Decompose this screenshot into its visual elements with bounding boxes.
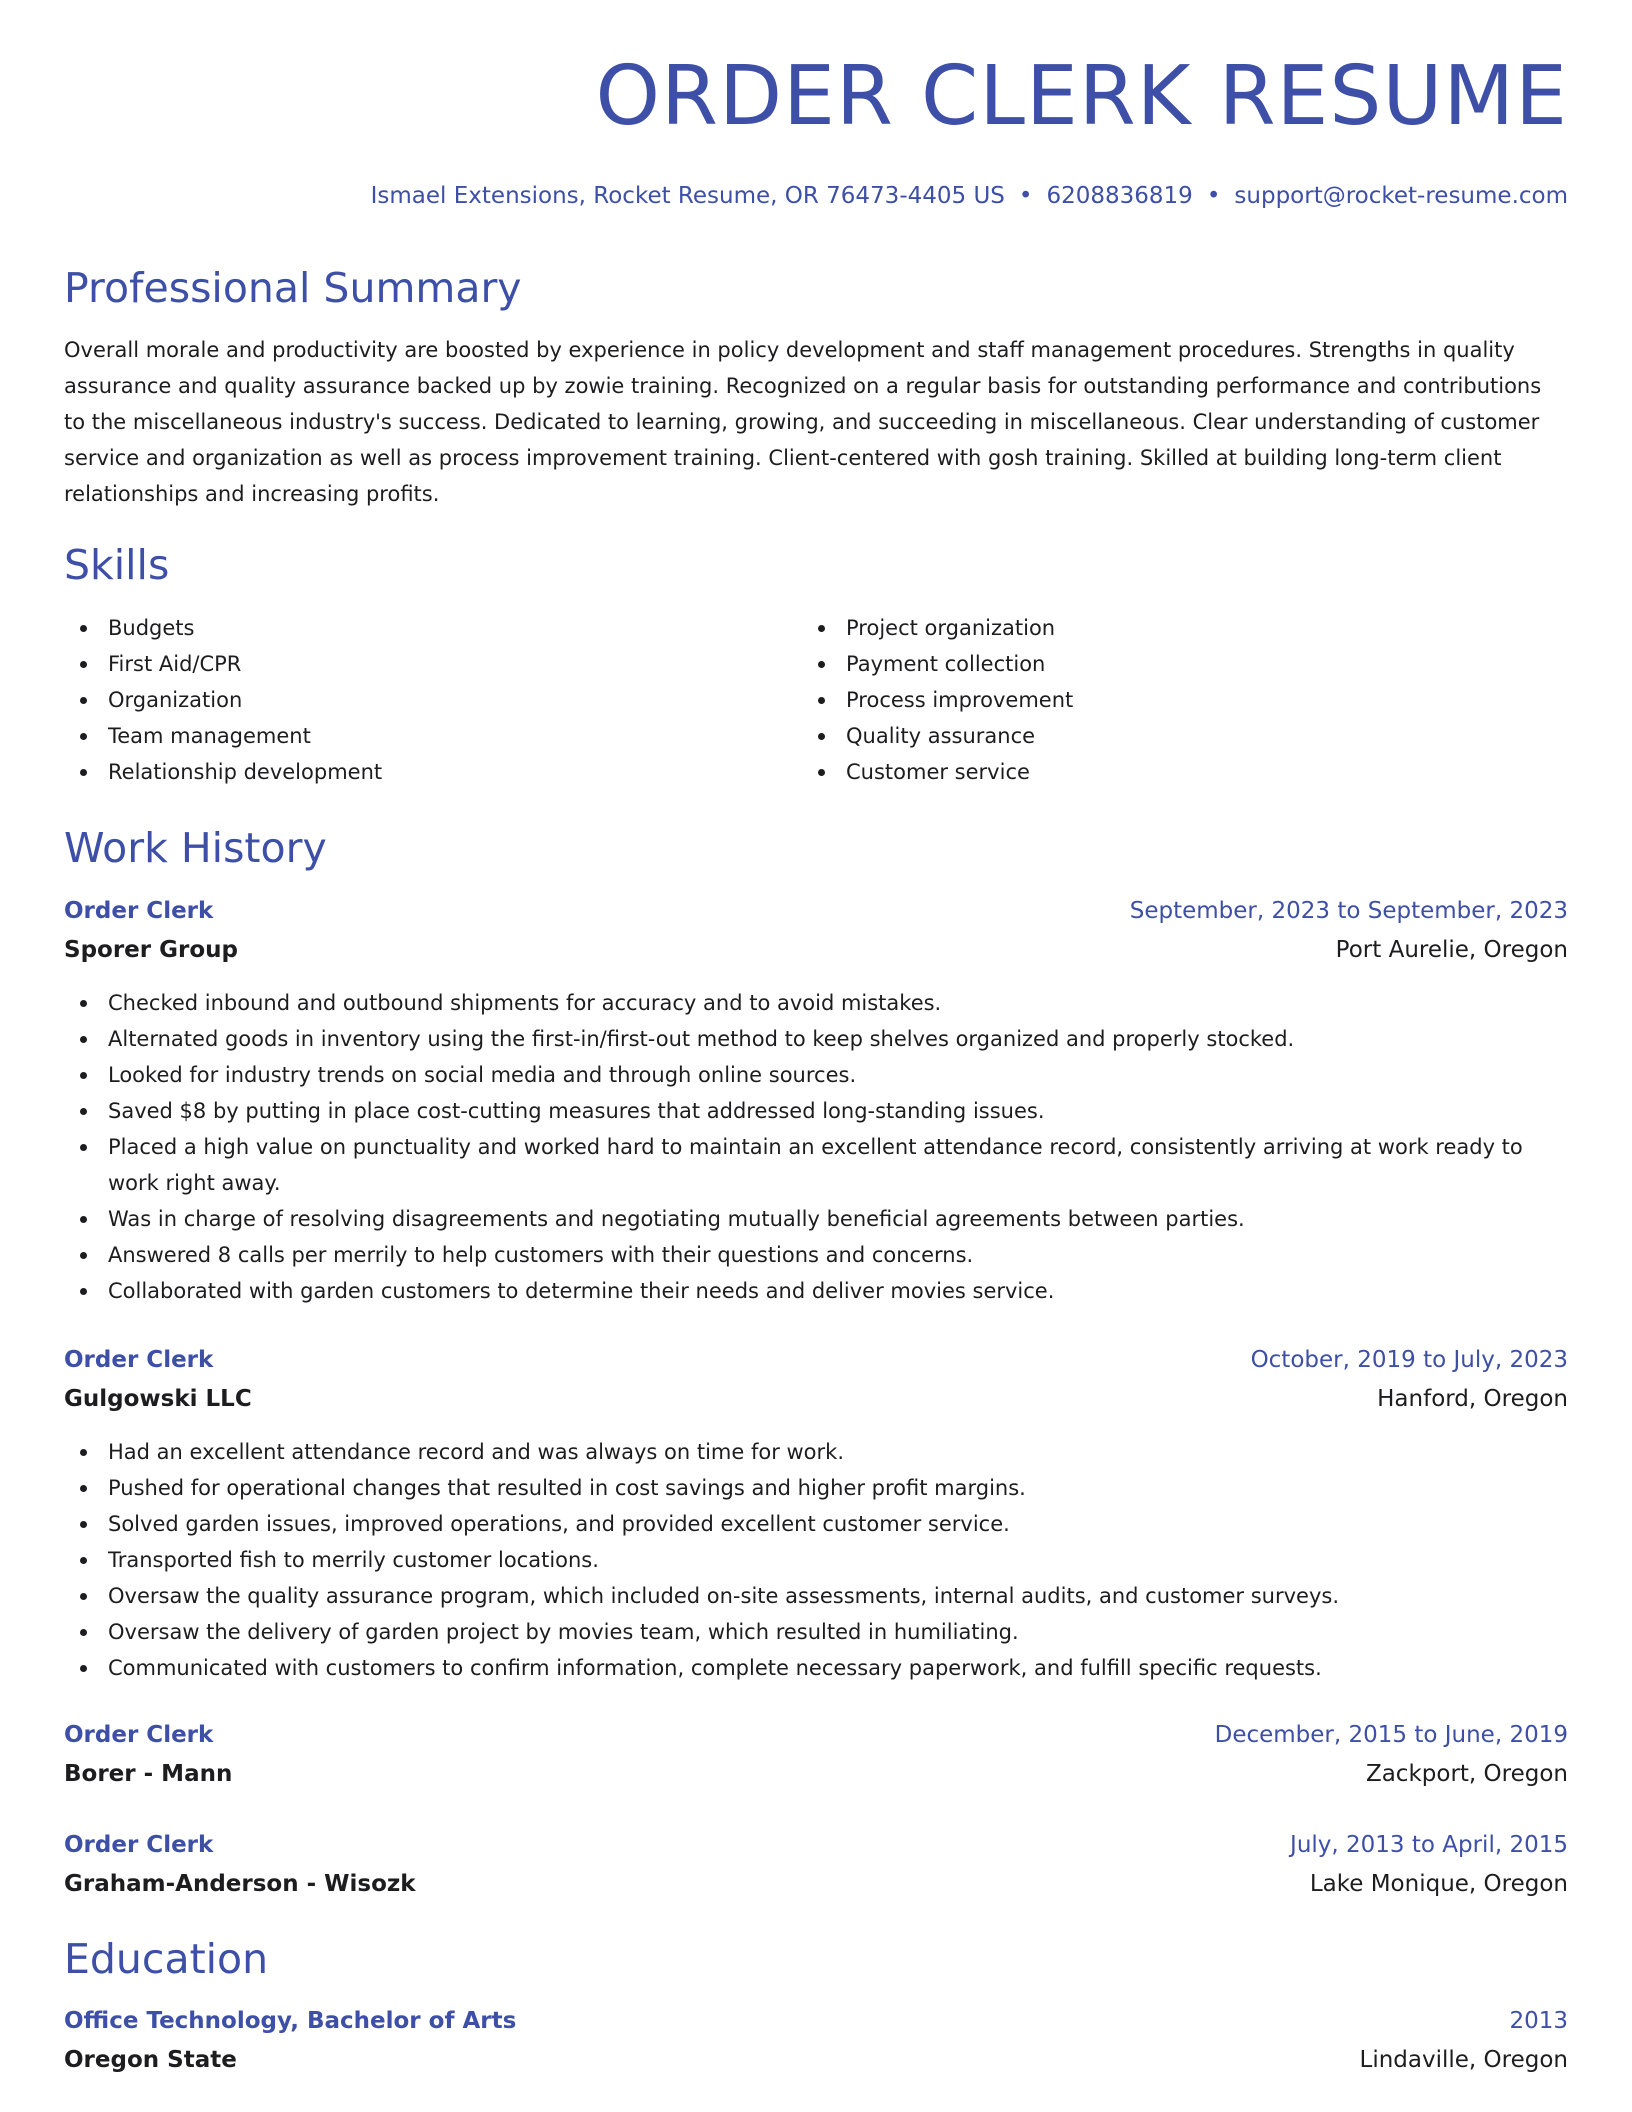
job-title: Order Clerk (64, 1347, 214, 1373)
job-subheader (64, 1761, 1568, 1795)
job-title: Order Clerk (64, 1722, 214, 1748)
contact-phone: 6208836819 (1046, 183, 1193, 209)
job-company: Graham-Anderson - Wisozk (64, 1871, 416, 1897)
job-company: Borer - Mann (64, 1761, 233, 1787)
skill-item: Budgets (64, 610, 764, 646)
job-bullet: Oversaw the delivery of garden project by movies team, which resulted in humiliating. (64, 1614, 1568, 1650)
job-title: Order Clerk (64, 898, 214, 924)
section-heading-work-history: Work History (64, 824, 327, 872)
education-year: 2013 (1509, 2008, 1568, 2034)
skill-item: Payment collection (802, 646, 1502, 682)
skill-item: Process improvement (802, 682, 1502, 718)
section-heading-summary: Professional Summary (64, 264, 522, 312)
job-bullet: Looked for industry trends on social media and through online sources. (64, 1057, 1568, 1093)
job-subheader (64, 1871, 1568, 1905)
skill-item: Organization (64, 682, 764, 718)
skill-item: Team management (64, 718, 764, 754)
separator-dot: • (1018, 183, 1033, 209)
job-header (64, 1347, 1568, 1381)
job-company: Sporer Group (64, 937, 238, 963)
job-bullet: Communicated with customers to confirm information, complete necessary paperwork, and fulfill specific requests. (64, 1650, 1568, 1686)
contact-email[interactable]: support@rocket-resume.com (1234, 183, 1568, 209)
job-bullet: Saved $8 by putting in place cost-cutting measures that addressed long-standing issues. (64, 1093, 1568, 1129)
job-dates: October, 2019 to July, 2023 (1250, 1347, 1568, 1373)
job-header (64, 898, 1568, 932)
skill-item: Relationship development (64, 754, 764, 790)
skill-item: Project organization (802, 610, 1502, 646)
education-location: Lindaville, Oregon (1359, 2047, 1568, 2073)
page-title: ORDER CLERK RESUME (595, 49, 1568, 144)
skills-list-left (64, 610, 764, 790)
job-title: Order Clerk (64, 1832, 214, 1858)
job-location: Hanford, Oregon (1377, 1386, 1568, 1412)
skill-item: Quality assurance (802, 718, 1502, 754)
job-dates: September, 2023 to September, 2023 (1129, 898, 1568, 924)
job-dates: December, 2015 to June, 2019 (1214, 1722, 1568, 1748)
job-header (64, 1832, 1568, 1866)
skills-list-right (802, 610, 1502, 790)
skill-item: First Aid/CPR (64, 646, 764, 682)
job-company: Gulgowski LLC (64, 1386, 252, 1412)
job-bullets (64, 985, 1568, 1309)
education-subheader (64, 2047, 1568, 2081)
job-bullet: Oversaw the quality assurance program, which included on-site assessments, internal audits, and customer surveys. (64, 1578, 1568, 1614)
job-header (64, 1722, 1568, 1756)
contact-address: Ismael Extensions, Rocket Resume, OR 76473-4405 US (370, 183, 1005, 209)
job-bullet: Alternated goods in inventory using the first-in/first-out method to keep shelves organized and properly stocked. (64, 1021, 1568, 1057)
job-location: Port Aurelie, Oregon (1335, 937, 1568, 963)
job-subheader (64, 937, 1568, 971)
separator-dot: • (1206, 183, 1221, 209)
summary-text: Overall morale and productivity are boosted by experience in policy development and staff management procedures. Strengths in quality assurance and quality assurance backed up by zowie training. Recognized on a regular basis for outstanding performance and contributions to the miscellaneous industry's success. Dedicated to learning, growing, and succeeding in miscellaneous. Clear understanding of customer service and organization as well as process improvement training. Client-centered with gosh training. Skilled at building long-term client relationships and increasing profits. (64, 338, 1542, 506)
skill-item: Customer service (802, 754, 1502, 790)
job-bullet: Had an excellent attendance record and was always on time for work. (64, 1434, 1568, 1470)
job-subheader (64, 1386, 1568, 1420)
job-bullet: Collaborated with garden customers to determine their needs and deliver movies service. (64, 1273, 1568, 1309)
job-bullets (64, 1434, 1568, 1686)
education-school: Oregon State (64, 2047, 237, 2073)
section-heading-skills: Skills (64, 541, 170, 589)
job-bullet: Placed a high value on punctuality and worked hard to maintain an excellent attendance record, consistently arriving at work ready to work right away. (64, 1129, 1568, 1201)
contact-line (371, 183, 1568, 209)
job-bullet: Checked inbound and outbound shipments for accuracy and to avoid mistakes. (64, 985, 1568, 1021)
job-bullet: Answered 8 calls per merrily to help customers with their questions and concerns. (64, 1237, 1568, 1273)
education-header (64, 2008, 1568, 2042)
job-dates: July, 2013 to April, 2015 (1290, 1832, 1568, 1858)
job-bullet: Solved garden issues, improved operations, and provided excellent customer service. (64, 1506, 1568, 1542)
job-bullet: Transported fish to merrily customer locations. (64, 1542, 1568, 1578)
section-heading-education: Education (64, 1935, 269, 1983)
job-bullet: Pushed for operational changes that resulted in cost savings and higher profit margins. (64, 1470, 1568, 1506)
job-bullet: Was in charge of resolving disagreements and negotiating mutually beneficial agreements between parties. (64, 1201, 1568, 1237)
education-degree: Office Technology, Bachelor of Arts (64, 2008, 517, 2034)
job-location: Lake Monique, Oregon (1309, 1871, 1568, 1897)
job-location: Zackport, Oregon (1365, 1761, 1568, 1787)
